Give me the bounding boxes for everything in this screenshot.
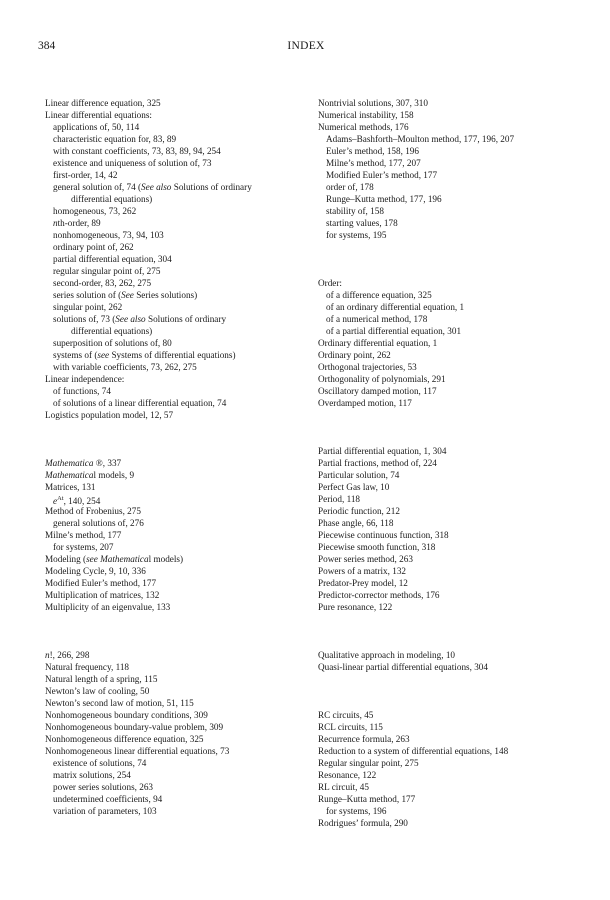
index-entry: Recurrence formula, 263: [318, 734, 410, 744]
page-header: [38, 40, 574, 56]
index-entry: Rodrigues’ formula, 290: [318, 818, 408, 828]
index-entry: Newton’s second law of motion, 51, 115: [45, 698, 194, 708]
index-entry: of an ordinary differential equation, 1: [326, 302, 465, 312]
index-entry: Nonhomogeneous linear differential equations, 73: [45, 746, 230, 756]
index-entry: systems of (see Systems of differential equations): [53, 350, 236, 360]
index-entry: Numerical instability, 158: [318, 110, 414, 120]
index-entry: superposition of solutions of, 80: [53, 338, 172, 348]
index-entry: power series solutions, 263: [53, 782, 154, 792]
index-entry: Runge–Kutta method, 177, 196: [326, 194, 442, 204]
index-entry: Milne’s method, 177, 207: [326, 158, 421, 168]
index-entry: Quasi-linear partial differential equations, 304: [318, 662, 488, 672]
index-entry: Orthogonality of polynomials, 291: [318, 374, 446, 384]
index-entry: nth-order, 89: [53, 218, 101, 228]
index-entry: RC circuits, 45: [318, 710, 374, 720]
index-entry: Modified Euler’s method, 177: [45, 578, 157, 588]
index-entry: Piecewise smooth function, 318: [318, 542, 436, 552]
index-entry: homogeneous, 73, 262: [53, 206, 137, 216]
index-entry: Modeling (see Mathematical models): [45, 554, 184, 564]
index-entry: stability of, 158: [326, 206, 384, 216]
index-entry: matrix solutions, 254: [53, 770, 131, 780]
index-entry: Overdamped motion, 117: [318, 398, 412, 408]
index-entry: differential equations): [71, 194, 153, 204]
index-entry: Predictor-corrector methods, 176: [318, 590, 440, 600]
index-entry: Nonhomogeneous difference equation, 325: [45, 734, 204, 744]
index-entry: Pure resonance, 122: [318, 602, 393, 612]
index-entry: general solutions of, 276: [53, 518, 144, 528]
index-entry: Regular singular point, 275: [318, 758, 419, 768]
index-entry: differential equations): [71, 326, 153, 336]
index-entry: applications of, 50, 114: [53, 122, 140, 132]
index-entry: general solution of, 74 (See also Solutions of ordinary: [53, 182, 252, 192]
index-entry: Mathematical models, 9: [45, 470, 135, 480]
index-entry: characteristic equation for, 83, 89: [53, 134, 177, 144]
index-entry: Perfect Gas law, 10: [318, 482, 390, 492]
index-entry: Mathematica ®, 337: [45, 458, 122, 468]
index-entry: Resonance, 122: [318, 770, 377, 780]
index-entry: undetermined coefficients, 94: [53, 794, 163, 804]
index-entry: series solution of (See Series solutions): [53, 290, 198, 300]
index-entry: of a partial differential equation, 301: [326, 326, 462, 336]
index-entry: for systems, 207: [53, 542, 114, 552]
index-entry: Adams–Bashforth–Moulton method, 177, 196, 207: [326, 134, 515, 144]
index-entry: of a difference equation, 325: [326, 290, 432, 300]
index-entry: Modified Euler’s method, 177: [326, 170, 438, 180]
index-entry: regular singular point of, 275: [53, 266, 161, 276]
index-entry: singular point, 262: [53, 302, 123, 312]
index-entry: Order:: [318, 278, 342, 288]
index-entry: Numerical methods, 176: [318, 122, 409, 132]
index-entry: Natural frequency, 118: [45, 662, 130, 672]
index-entry: variation of parameters, 103: [53, 806, 157, 816]
index-entry: Partial fractions, method of, 224: [318, 458, 437, 468]
index-entry: with variable coefficients, 73, 262, 275: [53, 362, 197, 372]
index-entry: Nonhomogeneous boundary conditions, 309: [45, 710, 208, 720]
index-entry: first-order, 14, 42: [53, 170, 118, 180]
index-entry: Multiplicity of an eigenvalue, 133: [45, 602, 171, 612]
index-entry: Partial differential equation, 1, 304: [318, 446, 447, 456]
index-entry: Ordinary point, 262: [318, 350, 391, 360]
index-entry: nonhomogeneous, 73, 94, 103: [53, 230, 164, 240]
index-entry: Milne’s method, 177: [45, 530, 122, 540]
index-entry: Reduction to a system of differential equations, 148: [318, 746, 509, 756]
index-entry: Period, 118: [318, 494, 361, 504]
index-entry: n!, 266, 298: [45, 650, 90, 660]
index-entry: for systems, 196: [326, 806, 387, 816]
index-entry: Oscillatory damped motion, 117: [318, 386, 437, 396]
index-entry: Nontrivial solutions, 307, 310: [318, 98, 428, 108]
index-entry: starting values, 178: [326, 218, 398, 228]
index-entry: Runge–Kutta method, 177: [318, 794, 416, 804]
index-entry: Piecewise continuous function, 318: [318, 530, 449, 540]
index-entry: Powers of a matrix, 132: [318, 566, 407, 576]
index-entry: ordinary point of, 262: [53, 242, 134, 252]
index-entry: Logistics population model, 12, 57: [45, 410, 174, 420]
index-entry: Matrices, 131: [45, 482, 96, 492]
index-entry: of functions, 74: [53, 386, 111, 396]
index-entry: existence and uniqueness of solution of, 73: [53, 158, 212, 168]
index-entry: Newton’s law of cooling, 50: [45, 686, 150, 696]
index-entry: Qualitative approach in modeling, 10: [318, 650, 456, 660]
index-entry: Ordinary differential equation, 1: [318, 338, 438, 348]
index-entry: Power series method, 263: [318, 554, 413, 564]
index-entry: Multiplication of matrices, 132: [45, 590, 160, 600]
index-entry: of solutions of a linear differential equation, 74: [53, 398, 227, 408]
running-title: INDEX: [287, 40, 325, 52]
index-entry: second-order, 83, 262, 275: [53, 278, 152, 288]
index-entry: RL circuit, 45: [318, 782, 369, 792]
page-number: 384: [38, 40, 56, 52]
index-entry: Euler’s method, 158, 196: [326, 146, 419, 156]
index-entry: with constant coefficients, 73, 83, 89, 94, 254: [53, 146, 221, 156]
index-entry: partial differential equation, 304: [53, 254, 172, 264]
index-entry: Orthogonal trajectories, 53: [318, 362, 417, 372]
index-entry: $e^{At}$, 140, 254: [53, 495, 101, 507]
index-entry: Nonhomogeneous boundary-value problem, 309: [45, 722, 224, 732]
index-entry: order of, 178: [326, 182, 374, 192]
index-entry: Method of Frobenius, 275: [45, 506, 141, 516]
index-entry: Natural length of a spring, 115: [45, 674, 158, 684]
index-entry: Periodic function, 212: [318, 506, 400, 516]
index-entry: Linear independence:: [45, 374, 125, 384]
index-entry: solutions of, 73 (See also Solutions of ordinary: [53, 314, 227, 324]
index-entry: Modeling Cycle, 9, 10, 336: [45, 566, 146, 576]
index-entry: for systems, 195: [326, 230, 387, 240]
index-entry: Predator-Prey model, 12: [318, 578, 408, 588]
index-entry: Particular solution, 74: [318, 470, 400, 480]
index-entry: Linear difference equation, 325: [45, 98, 161, 108]
index-entry: Phase angle, 66, 118: [318, 518, 394, 528]
index-entry: Linear differential equations:: [45, 110, 152, 120]
index-entry: of a numerical method, 178: [326, 314, 428, 324]
index-entry: RCL circuits, 115: [318, 722, 383, 732]
index-entry: existence of solutions, 74: [53, 758, 147, 768]
